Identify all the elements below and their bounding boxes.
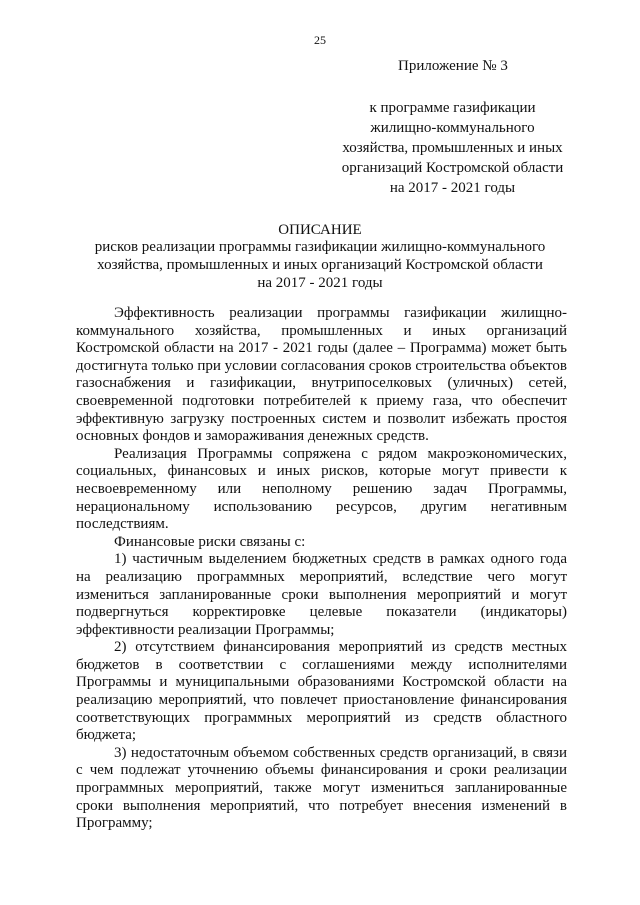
appendix-reference-line: на 2017 - 2021 годы (389, 180, 516, 196)
body-paragraph-effectiveness: Эффективность реализации программы газификации жилищно-коммунального хозяйства, промышленных и иных организаций Костромской области на 2017 - 2021 годы (далее – Программа) может быть достигнута только при условии согласования сроков строительства объектов газоснабжения и газификации, внутрипоселковых (уличных) сетей, своевременной подготовки потребителей к приему газа, что обеспечит эффективную загрузку построенных систем и позволит избежать простоя основных фондов и замораживания денежных средств. (76, 305, 567, 445)
appendix-reference-line: к программе газификации (369, 100, 536, 116)
appendix-number: Приложение № 3 (398, 58, 508, 74)
appendix-reference-line: хозяйства, промышленных и иных (342, 140, 563, 156)
appendix-reference (340, 98, 565, 198)
document-subtitle-line: рисков реализации программы газификации жилищно-коммунального (94, 239, 546, 255)
document-subtitle (70, 238, 570, 292)
document-subtitle-line: на 2017 - 2021 годы (257, 275, 383, 291)
appendix-reference-line: организаций Костромской области (341, 160, 564, 176)
document-body (76, 305, 567, 833)
body-list-item-1: 1) частичным выделением бюджетных средств в рамках одного года на реализацию программных мероприятий, вследствие чего могут измениться запланированные сроки выполнения мероприятий и могут подвергнуться корректировке целевые показатели (индикаторы) эффективности реализации Программы; (76, 551, 567, 638)
body-paragraph-financial-intro: Финансовые риски связаны с: (114, 533, 306, 550)
document-subtitle-line: хозяйства, промышленных и иных организаций Костромской области (97, 257, 543, 273)
body-list-item-3: 3) недостаточным объемом собственных средств организаций, в связи с чем подлежат уточнению объемы финансирования и сроки реализации программных мероприятий, также могут измениться запланированные сроки выполнения мероприятий, что потребует внесения изменений в Программу; (76, 744, 567, 832)
page-number: 25 (314, 33, 326, 47)
body-list-item-2: 2) отсутствием финансирования мероприятий из средств местных бюджетов в соответствии с соглашениями между исполнителями Программы и муниципальными образованиями Костромской области на реализацию мероприятий, что повлечет приостановление финансирования соответствующих программных мероприятий из средств областного бюджета; (76, 639, 567, 744)
body-paragraph-risks: Реализация Программы сопряжена с рядом макроэкономических, социальных, финансовых и иных рисков, которые могут привести к несвоевременному или неполному решению задач Программы, нерациональному использованию ресурсов, другим негативным последствиям. (76, 445, 567, 533)
document-title: ОПИСАНИЕ (278, 222, 362, 238)
appendix-reference-line: жилищно-коммунального (370, 120, 535, 136)
